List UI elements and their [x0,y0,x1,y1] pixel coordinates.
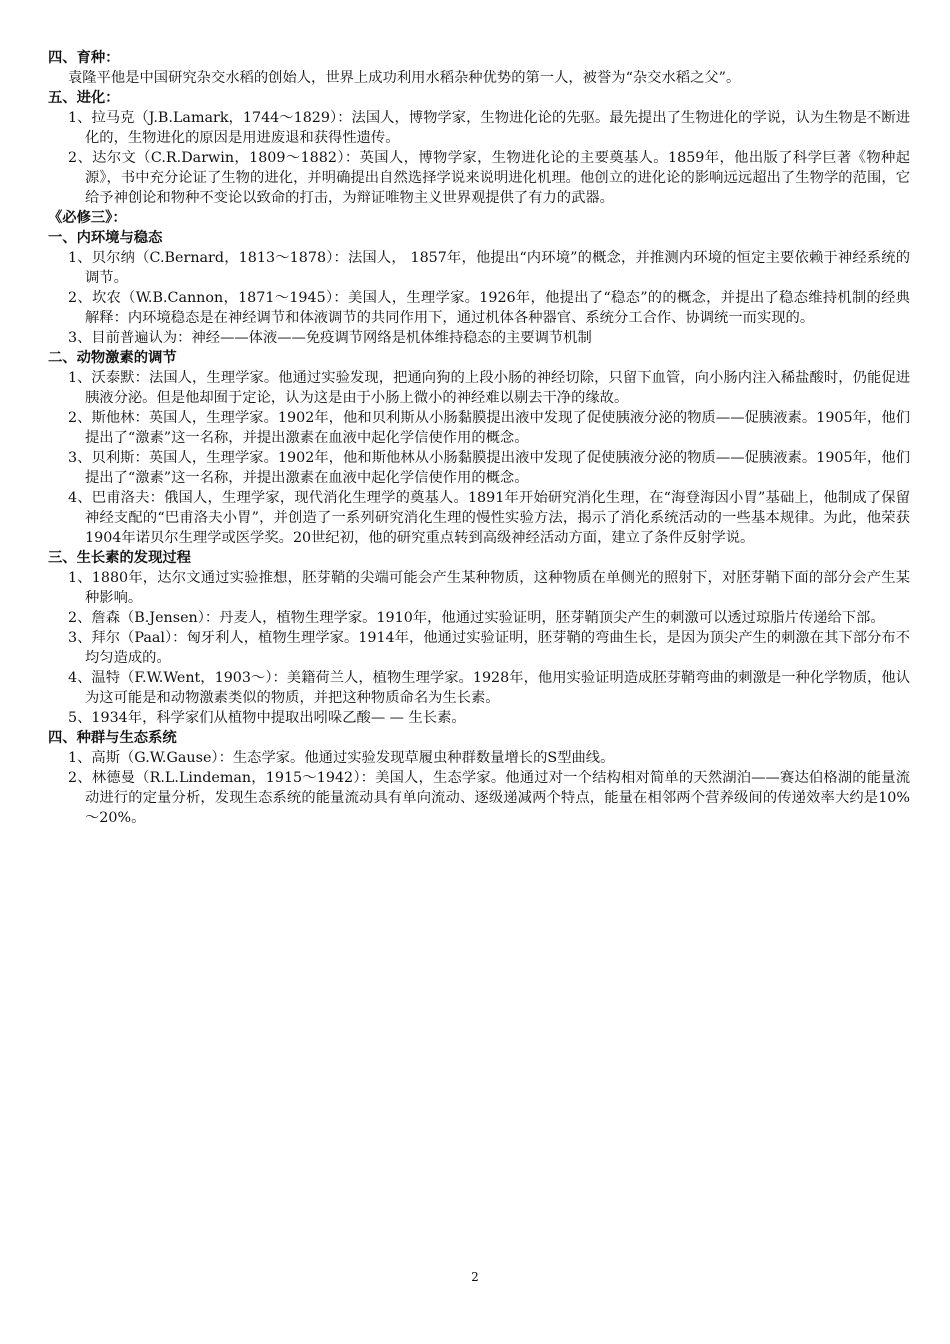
list-item-bayliss: 3、贝利斯：英国人，生理学家。1902年，他和斯他林从小肠黏膜提出液中发现了促使胰液分泌的物质——促胰液素。1905年，他们提出了“激素”这一名称，并提出激素在血液中起化学信使作用的概念。 [68,450,910,486]
list-item-lindeman: 2、林德曼（R.L.Lindeman，1915～1942）：美国人，生态学家。他通过对一个结构相对简单的天然湖泊——赛达伯格湖的能量流动进行的定量分析，发现生态系统的能量流动具有单向流动、逐级递减两个特点，能量在相邻两个营养级间的传递效率大约是10%～20%。 [68,770,910,826]
document-body [48,48,910,828]
list-item-iaa-1934: 5、1934年，科学家们从植物中提取出吲哚乙酸— — 生长素。 [68,710,466,726]
list-item-darwin: 2、达尔文（C.R.Darwin，1809～1882）：英国人，博物学家，生物进化论的主要奠基人。1859年，他出版了科学巨著《物种起源》，书中充分论证了生物的进化，并明确提出自然选择学说来说明进化机理。他创立的进化论的影响远远超出了生物学的范围，它给予神创论和物种不变论以致命的打击，为辩证唯物主义世界观提供了有力的武器。 [68,150,910,206]
list-item-bernard: 1、贝尔纳（C.Bernard，1813～1878）：法国人， 1857年，他提出“内环境”的概念，并推测内环境的恒定主要依赖于神经系统的调节。 [68,250,910,286]
list-item-lamarck: 1、拉马克（J.B.Lamark，1744～1829）：法国人，博物学家，生物进化论的先驱。最先提出了生物进化的学说，认为生物是不断进化的，生物进化的原因是用进废退和获得性遗传。 [68,110,910,146]
page-number: 2 [471,1270,479,1284]
heading-evolution: 五、进化： [48,90,120,106]
list-item-starling: 2、斯他林：英国人，生理学家。1902年，他和贝利斯从小肠黏膜提出液中发现了促使胰液分泌的物质——促胰液素。1905年，他们提出了“激素”这一名称，并提出激素在血液中起化学信使作用的概念。 [68,410,910,446]
list-item-went: 4、温特（F.W.Went，1903～）：美籍荷兰人，植物生理学家。1928年，他用实验证明造成胚芽鞘弯曲的刺激是一种化学物质，他认为这可能是和动物激素类似的物质，并把这种物质命名为生长素。 [68,670,910,706]
heading-auxin-discovery: 三、生长素的发现过程 [48,550,191,566]
list-item-gause: 1、高斯（G.W.Gause）：生态学家。他通过实验发现草履虫种群数量增长的S型曲线。 [68,750,615,766]
heading-compulsory-three: 《必修三》： [48,210,127,226]
heading-population-ecosystem: 四、种群与生态系统 [48,730,177,746]
list-item-darwin-1880: 1、1880年，达尔文通过实验推想，胚芽鞘的尖端可能会产生某种物质，这种物质在单侧光的照射下，对胚芽鞘下面的部分会产生某种影响。 [68,570,910,606]
paragraph-yuan-longping: 袁隆平他是中国研究杂交水稻的创始人，世界上成功利用水稻杂种优势的第一人，被誉为“杂交水稻之父”。 [68,70,741,86]
heading-breeding: 四、育种： [48,50,120,66]
list-item-wertheimer: 1、沃泰默：法国人，生理学家。他通过实验发现，把通向狗的上段小肠的神经切除，只留下血管，向小肠内注入稀盐酸时，仍能促进胰液分泌。但是他却囿于定论，认为这是由于小肠上微小的神经难以剔去干净的缘故。 [68,370,910,406]
list-item-regulation-network: 3、目前普遍认为：神经——体液——免疫调节网络是机体维持稳态的主要调节机制 [68,330,592,346]
heading-animal-hormones: 二、动物激素的调节 [48,350,177,366]
list-item-jensen: 2、詹森（B.Jensen）：丹麦人，植物生理学家。1910年，他通过实验证明，胚芽鞘顶尖产生的刺激可以透过琼脂片传递给下部。 [68,610,885,626]
list-item-cannon: 2、坎农（W.B.Cannon，1871～1945）：美国人，生理学家。1926年，他提出了“稳态”的的概念，并提出了稳态维持机制的经典解释：内环境稳态是在神经调节和体液调节的共同作用下，通过机体各种器官、系统分工合作、协调统一而实现的。 [68,290,910,326]
list-item-pavlov: 4、巴甫洛夫：俄国人，生理学家，现代消化生理学的奠基人。1891年开始研究消化生理，在“海登海因小胃”基础上，他制成了保留神经支配的“巴甫洛夫小胃”，并创造了一系列研究消化生理的慢性实验方法，揭示了消化系统活动的一些基本规律。为此，他荣获1904年诺贝尔生理学或医学奖。20世纪初，他的研究重点转到高级神经活动方面，建立了条件反射学说。 [68,490,910,546]
heading-internal-environment: 一、内环境与稳态 [48,230,163,246]
list-item-paal: 3、拜尔（Paal）：匈牙利人，植物生理学家。1914年，他通过实验证明，胚芽鞘的弯曲生长，是因为顶尖产生的刺激在其下部分布不均匀造成的。 [68,630,910,666]
